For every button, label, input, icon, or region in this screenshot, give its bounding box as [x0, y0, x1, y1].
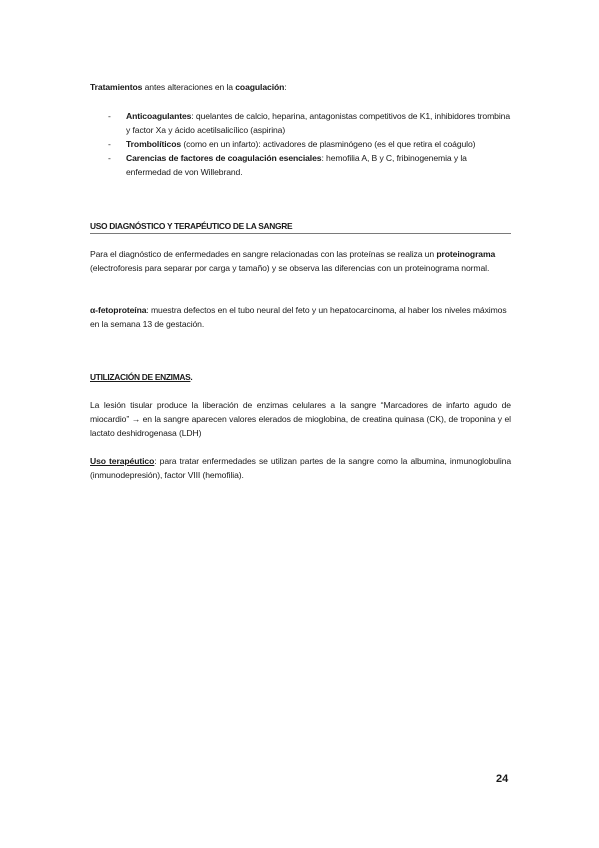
- para-text: : para tratar enfermedades se utilizan partes de la sangre como la albumina, inmunoglobulina (inmunodepresión), factor VIII (hemofilia).: [90, 456, 512, 480]
- section-divider: [90, 233, 511, 234]
- bullet-desc: : quelantes de calcio, heparina, antagonistas competitivos de K1, inhibidores trombina y factor Xa y ácido acetilsalicílico (aspirina): [126, 111, 510, 135]
- bullet-dash: -: [108, 139, 111, 149]
- paragraph-fetoproteina: [90, 303, 511, 331]
- intro-end: :: [284, 82, 287, 92]
- bullet-term: Trombolíticos: [126, 139, 182, 149]
- para-text: Para el diagnóstico de enfermedades en sangre relacionadas con las proteínas se realiza un: [90, 249, 437, 259]
- heading-text: UTILIZACIÓN DE ENZIMAS: [90, 372, 191, 382]
- bullet-term: Carencias de factores de coagulación esenciales: [126, 153, 322, 163]
- heading-end: .: [190, 372, 193, 382]
- intro-rest: antes alteraciones en la: [142, 82, 236, 92]
- para-term: α-fetoproteína: [90, 305, 147, 315]
- paragraph-lesion-tisular: La lesión tisular produce la liberación de enzimas celulares a la sangre “Marcadores de infarto agudo de miocardio” → en la sangre aparecen valores elerados de mioglobina, de creatina quinasa (CK), de troponina y el lactato deshidrogenasa (LDH): [90, 400, 511, 438]
- bullet-dash: -: [108, 111, 111, 121]
- paragraph-proteinograma: [90, 247, 511, 275]
- bullet-desc: : hemofilia A, B y C, fribinogenemia y la enfermedad de von Willebrand.: [126, 153, 467, 177]
- intro-term: Tratamientos: [90, 82, 143, 92]
- bullet-desc: (como en un infarto): activadores de plasminógeno (es el que retira el coágulo): [181, 139, 476, 149]
- bullet-tromboliticos: [126, 137, 511, 151]
- bullet-term: Anticoagulantes: [126, 111, 192, 121]
- para-text: (electroforesis para separar por carga y tamaño) y se observa las diferencias con un proteinograma normal.: [90, 263, 490, 273]
- para-text: : muestra defectos en el tubo neural del feto y un hepatocarcinoma, al haber los niveles máximos en la semana 13 de gestación.: [90, 305, 507, 329]
- section-heading-enzimas: [90, 370, 192, 384]
- intro-term2: coagulación: [235, 82, 285, 92]
- para-term: Uso terapéutico: [90, 456, 155, 466]
- bullet-dash: -: [108, 153, 111, 163]
- paragraph-uso-terapeutico: [90, 454, 511, 482]
- para-term: proteinograma: [436, 249, 496, 259]
- bullet-carencias: [126, 151, 511, 179]
- intro-line: [90, 80, 511, 94]
- page-number: 24: [496, 773, 509, 785]
- bullet-anticoagulantes: [126, 109, 511, 137]
- section-heading-diagnostico: USO DIAGNÓSTICO Y TERAPÉUTICO DE LA SANGRE: [90, 221, 293, 231]
